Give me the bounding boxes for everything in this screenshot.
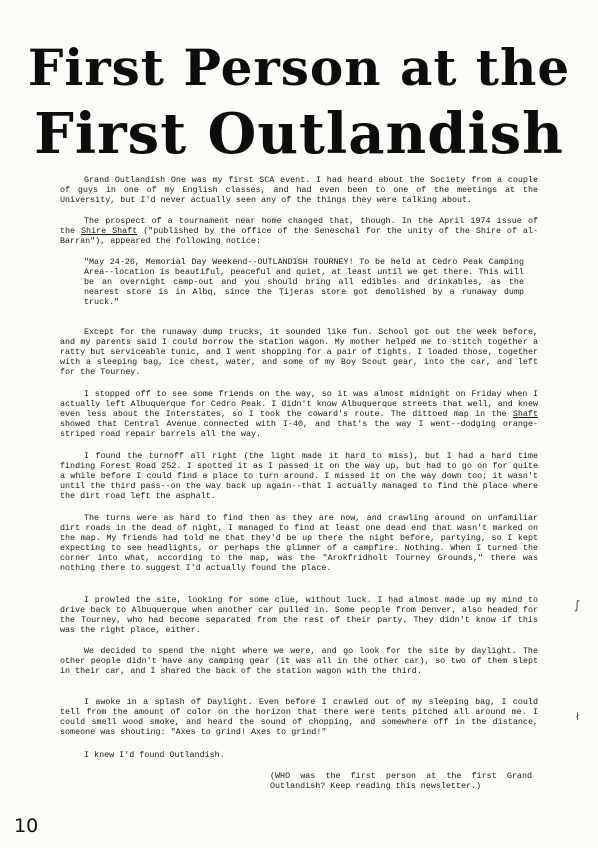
margin-mark: ł — [576, 712, 579, 723]
paragraph-3: Except for the runaway dump trucks, it sounded like fun. School got out the week before, and my parents said I could borrow the station wagon. My mother helped me to stitch together a ratty but serviceable tunic, and I went shopping for a pair of tights. I loaded those, together with a sleeping bag, ice chest, water, and some of my Boy Scout gear, into the car, and left for the Tourney. — [60, 327, 538, 377]
paragraph-7: I prowled the site, looking for some clue, without luck. I had almost made up my mind to drive back to Albuquerque when another car pulled in. Some people from Denver, also headed for the Tourney, who had become separated from the rest of their party. They didn't know if this was the right place, either. — [60, 595, 538, 635]
margin-mark: ∫ — [574, 598, 581, 612]
paragraph-2 — [60, 216, 538, 246]
paragraph-5: I found the turnoff all right (the light made it hard to miss), but I had a hard time finding Forest Road 252. I spotted it as I passed it on the way up, but had to go on for quite a while before I could find a place to turn around. I missed it on the way down too; it wasn't until the third pass--on the way back up again--that I actually managed to find the place where the dirt road left the asphalt. — [60, 451, 538, 501]
paragraph-9: I awoke in a splash of Daylight. Even before I crawled out of my sleeping bag, I could tell from the amount of color on the horizon that there were tents pitched all around me. I could smell wood smoke, and heard the sound of chopping, and somewhere off in the distance, someone was shouting: "Axes to grind! Axes to grind!" — [60, 697, 538, 737]
page-number: 10 — [14, 815, 39, 837]
paragraph-4 — [60, 389, 538, 439]
title-line-2: First Outlandish — [34, 101, 564, 167]
newsletter-name: Shaft — [512, 409, 538, 419]
paragraph-8: We decided to spend the night where we were, and go look for the site by daylight. The other people didn't have any camping gear (it was all in the other car), so two of them slept in their car, and I shared the back of the station wagon with the third. — [60, 646, 538, 676]
title-line-1: First Person at the — [27, 38, 571, 97]
closing-note: (WHO was the first person at the first Grand Outlandish? Keep reading this newsletter.) — [270, 771, 532, 791]
paragraph-4-end: showed that Central Avenue connected with I-40, and that's the way I went--dodging orange-striped road repair barrels all the way. — [60, 419, 538, 439]
paragraph-2-start: The prospect of a tournament near home changed that, though. In the April 1974 issue of the — [60, 216, 538, 236]
notice-quote: "May 24-26, Memorial Day Weekend--OUTLANDISH TOURNEY! To be held at Cedro Peak Camping Area--location is beautiful, peaceful and quiet, at least until we get there. This will be an overnight camp-out and you should bring all edibles and drinkables, as the nearest store is in Albq, since the Tijeras store got demolished by a runaway dump truck." — [84, 257, 524, 307]
paragraph-1: Grand Outlandish One was my first SCA event. I had heard about the Society from a couple of guys in one of my English classes, and had even been to one of the meetings at the University, but I'd never actually seen any of the things they were talking about. — [60, 175, 538, 205]
paragraph-10: I knew I'd found Outlandish. — [84, 750, 225, 760]
paragraph-2-end: ("published by the office of the Seneschal for the unity of the Shire of al-Barran"), appeared the following notice: — [60, 226, 538, 246]
paragraph-4-start: I stopped off to see some friends on the way, so it was almost midnight on Friday when I actually left Albuquerque for Cedro Peak. I didn't know Albuquerque streets that well, and knew even less about the Interstates, so I took the coward's route. The dittoed map in the — [60, 389, 538, 419]
paragraph-6: The turns were as hard to find then as they are now, and crawling around on unfamiliar dirt roads in the dead of night, I managed to find at least one dead end that wasn't marked on the map. My friends had told me that they'd be up there the night before, partying, so I kept expecting to see headlights, or perhaps the glimmer of a campfire. Nothing. When I turned the corner into what, according to the map, was the "Arokfridholt Tourney Grounds," there was nothing there to suggest I'd actually found the place. — [60, 513, 538, 573]
publication-title: Shire Shaft — [81, 226, 138, 236]
